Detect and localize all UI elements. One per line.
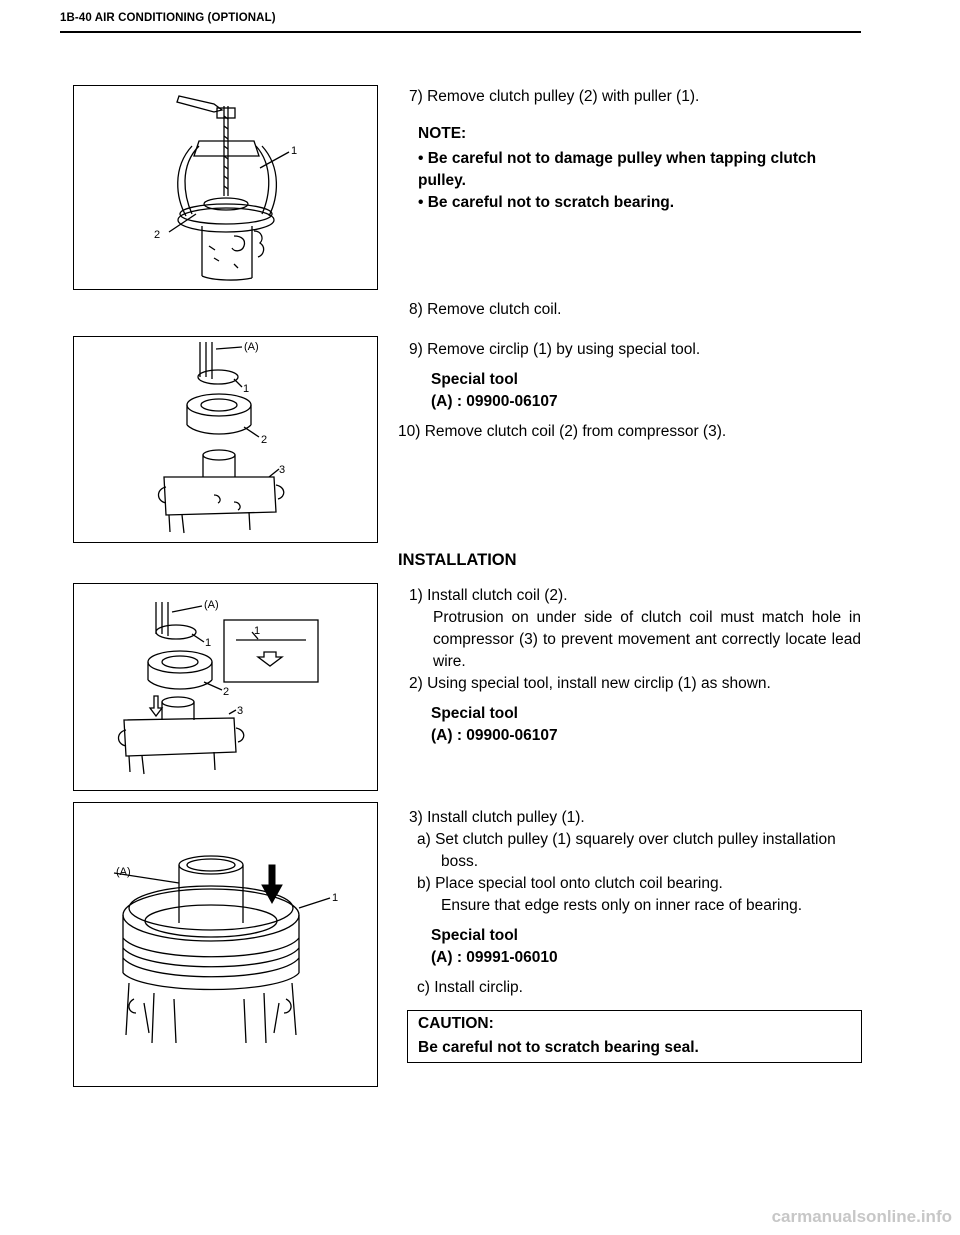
page-header: 1B-40 AIR CONDITIONING (OPTIONAL) xyxy=(60,12,276,24)
callout-2: 2 xyxy=(261,434,268,446)
callout-2: 2 xyxy=(154,229,161,241)
note-item-2: • Be careful not to scratch bearing. xyxy=(418,194,675,211)
watermark: carmanualsonline.info xyxy=(771,1207,952,1226)
special-tool-value-2: (A) : 09900-06107 xyxy=(431,727,558,744)
install-step-3c: c) Install circlip. xyxy=(417,979,523,996)
header-rule xyxy=(60,31,861,33)
install-step-2: 2) Using special tool, install new circlip (1) as shown. xyxy=(409,675,771,692)
callout-1: 1 xyxy=(243,383,250,395)
callout-2: 2 xyxy=(223,686,230,698)
install-step-3b: b) Place special tool onto clutch coil bearing. xyxy=(417,875,723,892)
install-step-1: 1) Install clutch coil (2). xyxy=(409,587,568,604)
install-step-3: 3) Install clutch pulley (1). xyxy=(409,809,585,826)
callout-A: (A) xyxy=(116,866,131,878)
install-step-3a-cont: boss. xyxy=(441,853,479,870)
callout-1-inset: 1 xyxy=(254,625,261,637)
callout-1: 1 xyxy=(332,892,339,904)
step-8: 8) Remove clutch coil. xyxy=(409,301,562,318)
step-10: 10) Remove clutch coil (2) from compressor (3). xyxy=(398,423,727,440)
special-tool-label-2: Special tool xyxy=(431,705,518,722)
note-item-1-cont: pulley. xyxy=(418,172,466,189)
step-9: 9) Remove circlip (1) by using special tool. xyxy=(409,341,701,358)
figure-circlip-removal xyxy=(73,336,378,543)
circlip-removal-illustration xyxy=(74,337,377,542)
caution-box xyxy=(407,1010,862,1063)
caution-title: CAUTION: xyxy=(418,1015,494,1032)
callout-1: 1 xyxy=(205,637,212,649)
callout-3: 3 xyxy=(237,705,244,717)
callout-3: 3 xyxy=(279,464,286,476)
special-tool-label-3: Special tool xyxy=(431,927,518,944)
special-tool-label-1: Special tool xyxy=(431,371,518,388)
note-title: NOTE: xyxy=(418,125,467,142)
callout-1: 1 xyxy=(291,145,298,157)
install-step-3a: a) Set clutch pulley (1) squarely over clutch pulley installation xyxy=(417,831,836,848)
puller-illustration xyxy=(74,86,377,289)
figure-puller xyxy=(73,85,378,290)
pulley-installation-illustration xyxy=(74,803,377,1086)
special-tool-value-1: (A) : 09900-06107 xyxy=(431,393,558,410)
installation-heading: INSTALLATION xyxy=(398,551,517,569)
install-step-1-body: Protrusion on under side of clutch coil must match hole in compressor (3) to prevent movement ant correctly locate lead wire. xyxy=(433,609,861,670)
special-tool-value-3: (A) : 09991-06010 xyxy=(431,949,558,966)
install-step-3b-cont: Ensure that edge rests only on inner race of bearing. xyxy=(441,897,803,914)
callout-A: (A) xyxy=(244,341,259,353)
coil-installation-illustration xyxy=(74,584,377,790)
note-item-1: • Be careful not to damage pulley when tapping clutch xyxy=(418,150,817,167)
callout-A: (A) xyxy=(204,599,219,611)
figure-pulley-installation xyxy=(73,802,378,1087)
caution-text: Be careful not to scratch bearing seal. xyxy=(418,1039,699,1056)
step-7: 7) Remove clutch pulley (2) with puller (1). xyxy=(409,88,700,105)
figure-coil-installation xyxy=(73,583,378,791)
